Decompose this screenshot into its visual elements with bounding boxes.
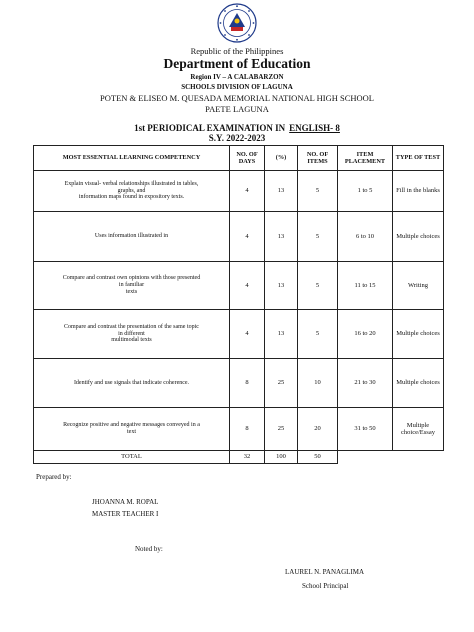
- header-percent: (%): [265, 146, 298, 171]
- items-cell: 5: [298, 171, 338, 212]
- competency-cell: [34, 359, 230, 408]
- competency-line: Recognize positive and negative messages conveyed in a: [63, 422, 200, 429]
- competency-line: texts: [125, 288, 138, 295]
- competency-line: Compare and contrast own opinions with those presented: [62, 275, 201, 282]
- school-name: POTEN & ELISEO M. QUESADA MEMORIAL NATIONAL HIGH SCHOOL: [100, 93, 374, 103]
- table-row: [34, 262, 444, 310]
- competency-cell: [34, 310, 230, 359]
- exam-title-text: 1st PERIODICAL EXAMINATION IN: [134, 123, 286, 133]
- table-row: [34, 310, 444, 359]
- percent-cell: 25: [265, 408, 298, 451]
- table-row: [34, 212, 444, 262]
- placement-cell: 16 to 20: [338, 310, 393, 359]
- header-competency: MOST ESSENTIAL LEARNING COMPETENCY: [34, 146, 230, 171]
- competency-cell: [34, 171, 230, 212]
- competency-line: text: [127, 429, 136, 435]
- total-row: [34, 451, 444, 464]
- type-cell: Writing: [393, 262, 444, 310]
- type-cell: Multiple choices: [393, 212, 444, 262]
- school-city: PAETE LAGUNA: [205, 104, 269, 114]
- table-of-specifications: [33, 145, 444, 464]
- header-items: NO. OF ITEMS: [298, 146, 338, 171]
- placement-cell: 1 to 5: [338, 171, 393, 212]
- competency-line: in different: [118, 330, 145, 337]
- type-cell: Fill in the blanks: [393, 171, 444, 212]
- type-cell: Multiple choices: [393, 310, 444, 359]
- principal-name: LAUREL N. PANAGLIMA: [285, 568, 365, 576]
- deped-seal-logo: [217, 3, 257, 43]
- items-cell: 5: [298, 262, 338, 310]
- total-label: TOTAL: [34, 451, 230, 464]
- competency-cell: [34, 212, 230, 262]
- competency-line: Uses information illustrated in: [94, 233, 169, 240]
- header-days: NO. OF DAYS: [230, 146, 265, 171]
- competency-cell: [34, 408, 230, 451]
- items-cell: 5: [298, 310, 338, 359]
- table-row: [34, 359, 444, 408]
- empty-cell: [338, 451, 393, 464]
- preparer-title: MASTER TEACHER I: [92, 510, 159, 518]
- header-type: TYPE OF TEST: [393, 146, 444, 171]
- days-cell: 8: [230, 408, 265, 451]
- percent-cell: 25: [265, 359, 298, 408]
- competency-line: information maps found in expository texts.: [78, 194, 185, 201]
- placement-cell: 6 to 10: [338, 212, 393, 262]
- items-cell: 10: [298, 359, 338, 408]
- competency-line: Identify and use signals that indicate coherence.: [73, 379, 190, 386]
- days-cell: 8: [230, 359, 265, 408]
- department-title: Department of Education: [163, 56, 311, 71]
- days-cell: 4: [230, 262, 265, 310]
- table-row: [34, 171, 444, 212]
- prepared-by-label: Prepared by:: [36, 473, 72, 481]
- preparer-name: JHOANNA M. ROPAL: [92, 498, 159, 506]
- days-cell: 4: [230, 212, 265, 262]
- items-cell: 20: [298, 408, 338, 451]
- competency-line: in familiar: [118, 282, 145, 289]
- percent-cell: 13: [265, 310, 298, 359]
- items-cell: 5: [298, 212, 338, 262]
- school-year: S.Y. 2022-2023: [208, 133, 266, 143]
- total-percent: 100: [265, 451, 298, 464]
- table-row: [34, 408, 444, 451]
- placement-cell: 11 to 15: [338, 262, 393, 310]
- division-line: SCHOOLS DIVISION OF LAGUNA: [181, 83, 293, 91]
- type-cell: Multiple choice/Essay: [393, 408, 444, 451]
- region-line: Region IV – A CALABARZON: [190, 73, 284, 81]
- competency-cell: [34, 262, 230, 310]
- exam-subject: ENGLISH- 8: [289, 123, 340, 133]
- placement-cell: 31 to 50: [338, 408, 393, 451]
- total-days: 32: [230, 451, 265, 464]
- exam-title: [0, 123, 474, 133]
- competency-line: Explain visual- verbal relationships illustrated in tables,: [64, 180, 199, 187]
- placement-cell: 21 to 30: [338, 359, 393, 408]
- header-placement: ITEM PLACEMENT: [338, 146, 393, 171]
- percent-cell: 13: [265, 171, 298, 212]
- republic-line: Republic of the Philippines: [190, 46, 284, 56]
- days-cell: 4: [230, 171, 265, 212]
- days-cell: 4: [230, 310, 265, 359]
- noted-by-label: Noted by:: [135, 545, 163, 553]
- principal-title: School Principal: [302, 582, 349, 590]
- type-cell: Multiple choices: [393, 359, 444, 408]
- total-items: 50: [298, 451, 338, 464]
- percent-cell: 13: [265, 262, 298, 310]
- table-header-row: [34, 146, 444, 171]
- empty-cell: [393, 451, 444, 464]
- competency-line: graphs, and: [117, 187, 146, 194]
- competency-line: multimodal texts: [111, 337, 152, 344]
- percent-cell: 13: [265, 212, 298, 262]
- competency-line: Compare and contrast the presentation of the same topic: [64, 323, 199, 330]
